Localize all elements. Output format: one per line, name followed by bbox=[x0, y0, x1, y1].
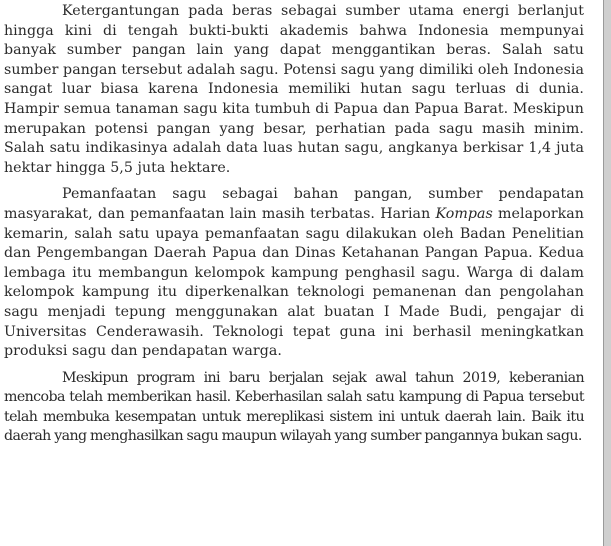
paragraph-2-text-before: Pemanfaatan sagu sebagai bahan pangan, sumber pendapatan masyarakat, dan pemanfaatan lain masih terbatas. Harian bbox=[4, 186, 584, 222]
paragraph-1 bbox=[4, 2, 584, 178]
paragraph-3-text: Meskipun program ini baru berjalan sejak awal tahun 2019, keberanian mencoba telah memberikan hasil. Keberhasilan salah satu kampung di Papua tersebut telah membuka kesempatan untuk mereplikasi sistem ini untuk daerah lain. Baik itu daerah yang menghasilkan sagu maupun wilayah yang sumber pangannya bukan sagu. bbox=[4, 369, 584, 445]
paragraph-1-text: Ketergantungan pada beras sebagai sumber utama energi berlanjut hingga kini di tengah bukti-bukti akademis bahwa Indonesia mempunyai banyak sumber pangan lain yang dapat menggantikan beras. Salah satu sumber pangan tersebut adalah sagu. Potensi sagu yang dimiliki oleh Indonesia sangat luar biasa karena Indonesia memiliki hutan sagu terluas di dunia. Hampir semua tanaman sagu kita tumbuh di Papua dan Papua Barat. Meskipun merupakan potensi pangan yang besar, perhatian pada sagu masih minim. Salah satu indikasinya adalah data luas hutan sagu, angkanya berkisar 1,4 juta hektar hingga 5,5 juta hektare. bbox=[4, 3, 584, 176]
paragraph-2 bbox=[4, 185, 584, 361]
paragraph-2-text-after: melaporkan kemarin, salah satu upaya pemanfaatan sagu dilakukan oleh Badan Penelitian dan Pengembangan Daerah Papua dan Dinas Ketahanan Pangan Papua. Kedua lembaga itu membangun kelompok kampung penghasil sagu. Warga di dalam kelompok kampung itu diperkenalkan teknologi pemanenan dan pengolahan sagu menjadi tepung menggunakan alat buatan I Made Budi, pengajar di Universitas Cenderawasih. Teknologi tepat guna ini berhasil meningkatkan produksi sagu dan pendapatan warga. bbox=[4, 205, 584, 360]
article-body bbox=[4, 2, 584, 454]
page-edge-divider bbox=[603, 0, 611, 546]
newspaper-name: Kompas bbox=[435, 205, 493, 222]
paragraph-3 bbox=[4, 369, 584, 447]
